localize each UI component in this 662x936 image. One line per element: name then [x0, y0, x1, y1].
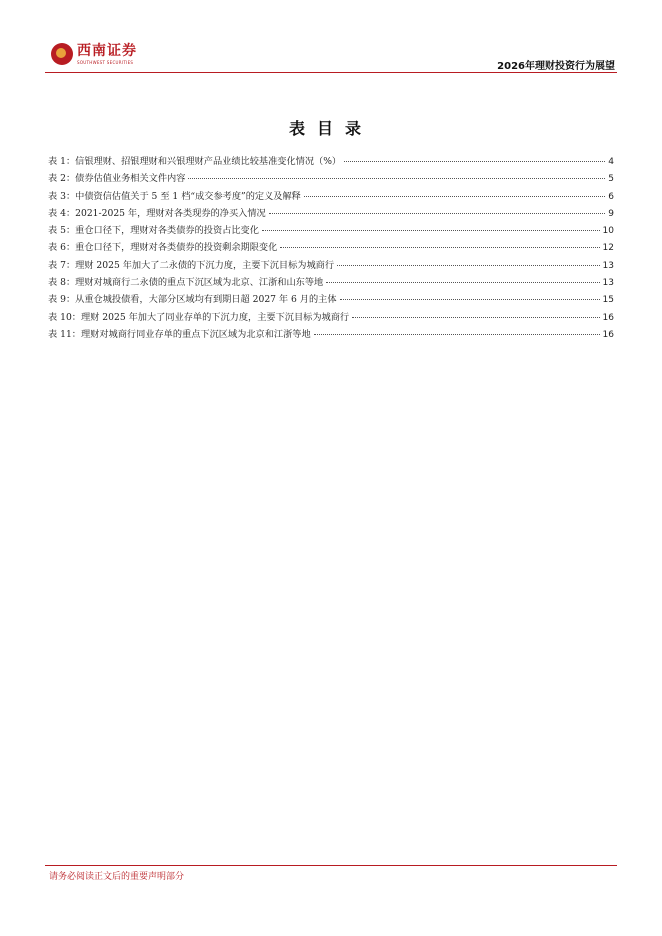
- toc-heading: 表目录: [288, 119, 373, 138]
- toc-item-page: 4: [608, 157, 614, 167]
- logo-chinese-name: 西南证券: [77, 42, 137, 59]
- toc-item-label: 表 2：债券估值业务相关文件内容: [48, 173, 186, 185]
- toc-item-7[interactable]: [48, 257, 614, 274]
- toc-item-page: 6: [608, 191, 614, 202]
- toc-item-label: 表 1：信银理财、招银理财和兴银理财产品业绩比较基准变化情况（%）: [48, 156, 342, 167]
- logo-text: [77, 44, 137, 65]
- toc-item-5[interactable]: [48, 222, 614, 239]
- toc-item-2[interactable]: [48, 170, 614, 187]
- table-of-contents: [48, 153, 614, 343]
- toc-item-3[interactable]: [48, 188, 614, 205]
- toc-item-1[interactable]: [48, 153, 614, 170]
- header-divider: [45, 72, 617, 73]
- footer-disclaimer: 请务必阅读正文后的重要声明部分: [49, 872, 185, 882]
- toc-leader-dots: [352, 317, 599, 318]
- toc-item-label: 表 6：重仓口径下，理财对各类债券的投资剩余期限变化: [48, 242, 278, 254]
- footer-divider: [45, 865, 617, 866]
- toc-item-label: 表 11：理财对城商行同业存单的重点下沉区域为北京和江浙等地: [48, 328, 311, 340]
- toc-leader-dots: [188, 178, 605, 179]
- toc-leader-dots: [304, 196, 605, 197]
- logo-icon: [51, 43, 73, 65]
- toc-item-label: 表 4：2021-2025 年，理财对各类现券的净买入情况: [48, 207, 266, 219]
- toc-leader-dots: [262, 230, 600, 231]
- toc-item-page: 15: [602, 295, 614, 306]
- toc-leader-dots: [337, 265, 599, 266]
- toc-item-page: 13: [602, 260, 614, 271]
- logo-english-name: SOUTHWEST SECURITIES: [77, 59, 134, 65]
- toc-item-page: 10: [602, 226, 614, 237]
- toc-item-4[interactable]: [48, 205, 614, 222]
- toc-item-page: 13: [602, 278, 614, 289]
- toc-item-6[interactable]: [48, 239, 614, 256]
- toc-item-page: 16: [602, 312, 614, 323]
- toc-item-label: 表 5：重仓口径下，理财对各类债券的投资占比变化: [48, 225, 259, 237]
- toc-item-page: 12: [602, 243, 614, 254]
- toc-leader-dots: [314, 334, 600, 335]
- toc-leader-dots: [280, 247, 599, 248]
- company-logo: [51, 38, 137, 70]
- toc-leader-dots: [269, 213, 606, 214]
- toc-item-label: 表 9：从重仓城投债看，大部分区域均有到期日超 2027 年 6 月的主体: [48, 294, 337, 306]
- toc-item-label: 表 3：中债资信估值关于 5 至 1 档“成交参考度”的定义及解释: [48, 190, 301, 202]
- toc-item-9[interactable]: [48, 291, 614, 308]
- toc-item-8[interactable]: [48, 274, 614, 291]
- toc-item-page: 9: [608, 208, 614, 219]
- toc-item-page: 16: [602, 329, 614, 340]
- toc-leader-dots: [344, 161, 605, 162]
- toc-item-10[interactable]: [48, 309, 614, 326]
- toc-item-label: 表 7：理财 2025 年加大了二永债的下沉力度，主要下沉目标为城商行: [48, 259, 335, 271]
- toc-item-page: 5: [608, 174, 614, 185]
- toc-item-label: 表 10：理财 2025 年加大了同业存单的下沉力度，主要下沉目标为城商行: [48, 311, 350, 323]
- report-title: 2026年理财投资行为展望: [497, 61, 615, 72]
- toc-leader-dots: [340, 299, 600, 300]
- toc-item-label: 表 8：理财对城商行二永债的重点下沉区域为北京、江浙和山东等地: [48, 277, 324, 289]
- toc-leader-dots: [326, 282, 599, 283]
- toc-item-11[interactable]: [48, 326, 614, 343]
